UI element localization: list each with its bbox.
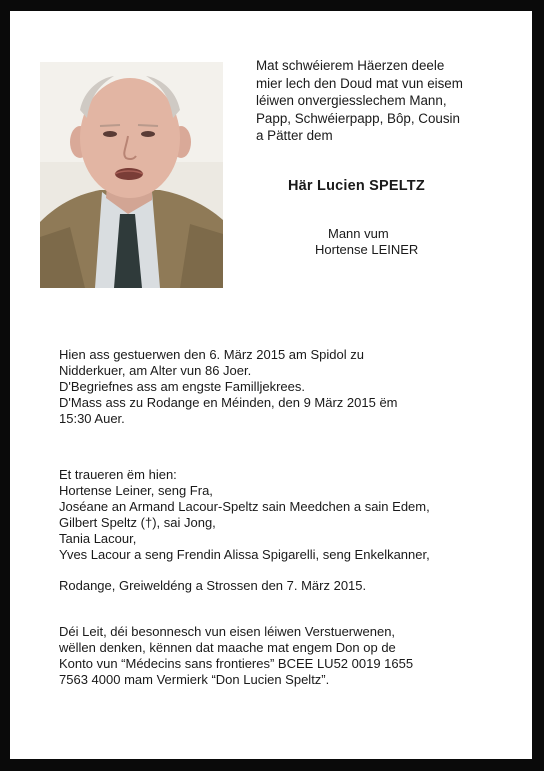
spouse-name: Hortense LEINER	[315, 242, 419, 257]
intro-line: léiwen onvergiesslechem Mann,	[256, 93, 447, 109]
donation-line: Déi Leit, déi besonnesch vun eisen léiwen Verstuerwenen,	[59, 624, 396, 639]
deceased-name: Här Lucien SPELTZ	[288, 178, 425, 194]
donation-line: wëllen denken, kënnen dat maache mat engem Don op de	[59, 640, 396, 655]
death-notice-line: D'Begriefnes ass am engste Familljekrees.	[59, 379, 305, 394]
mourner-line: Joséane an Armand Lacour-Speltz sain Meedchen a sain Edem,	[59, 499, 430, 514]
portrait-photo	[40, 62, 223, 288]
spouse-label: Mann vum	[328, 226, 389, 241]
donation-line: 7563 4000 mam Vermierk “Don Lucien Speltz”.	[59, 672, 330, 687]
spouse-info	[315, 226, 418, 258]
place-date-line: Rodange, Greiweldéng a Strossen den 7. März 2015.	[59, 578, 367, 593]
mourners-heading: Et traueren ëm hien:	[59, 467, 177, 482]
mourner-line: Hortense Leiner, seng Fra,	[59, 483, 213, 498]
mourners-list	[59, 467, 430, 563]
intro-line: Mat schwéierem Häerzen deele	[256, 58, 445, 73]
intro-line: mier lech den Doud mat vun eisem	[256, 75, 463, 91]
intro-text	[256, 57, 506, 145]
mourner-line: Tania Lacour,	[59, 531, 137, 546]
death-notice-line: Nidderkuer, am Alter vun 86 Joer.	[59, 363, 252, 378]
place-date	[59, 578, 366, 594]
death-notice-line: 15:30 Auer.	[59, 411, 125, 426]
intro-line: a Pätter dem	[256, 128, 333, 144]
death-notice-line: D'Mass ass zu Rodange en Méinden, den 9 März 2015 ëm	[59, 395, 398, 410]
donation-line: Konto vun “Médecins sans frontieres” BCEE LU52 0019 1655	[59, 656, 414, 671]
mourner-line: Gilbert Speltz (†), sai Jong,	[59, 515, 216, 530]
mourner-line: Yves Lacour a seng Frendin Alissa Spigarelli, seng Enkelkanner,	[59, 547, 430, 562]
intro-line: Papp, Schwéierpapp, Bôp, Cousin	[256, 110, 460, 126]
donation-request	[59, 624, 413, 688]
death-notice-line: Hien ass gestuerwen den 6. März 2015 am Spidol zu	[59, 347, 364, 362]
death-notice	[59, 347, 398, 427]
